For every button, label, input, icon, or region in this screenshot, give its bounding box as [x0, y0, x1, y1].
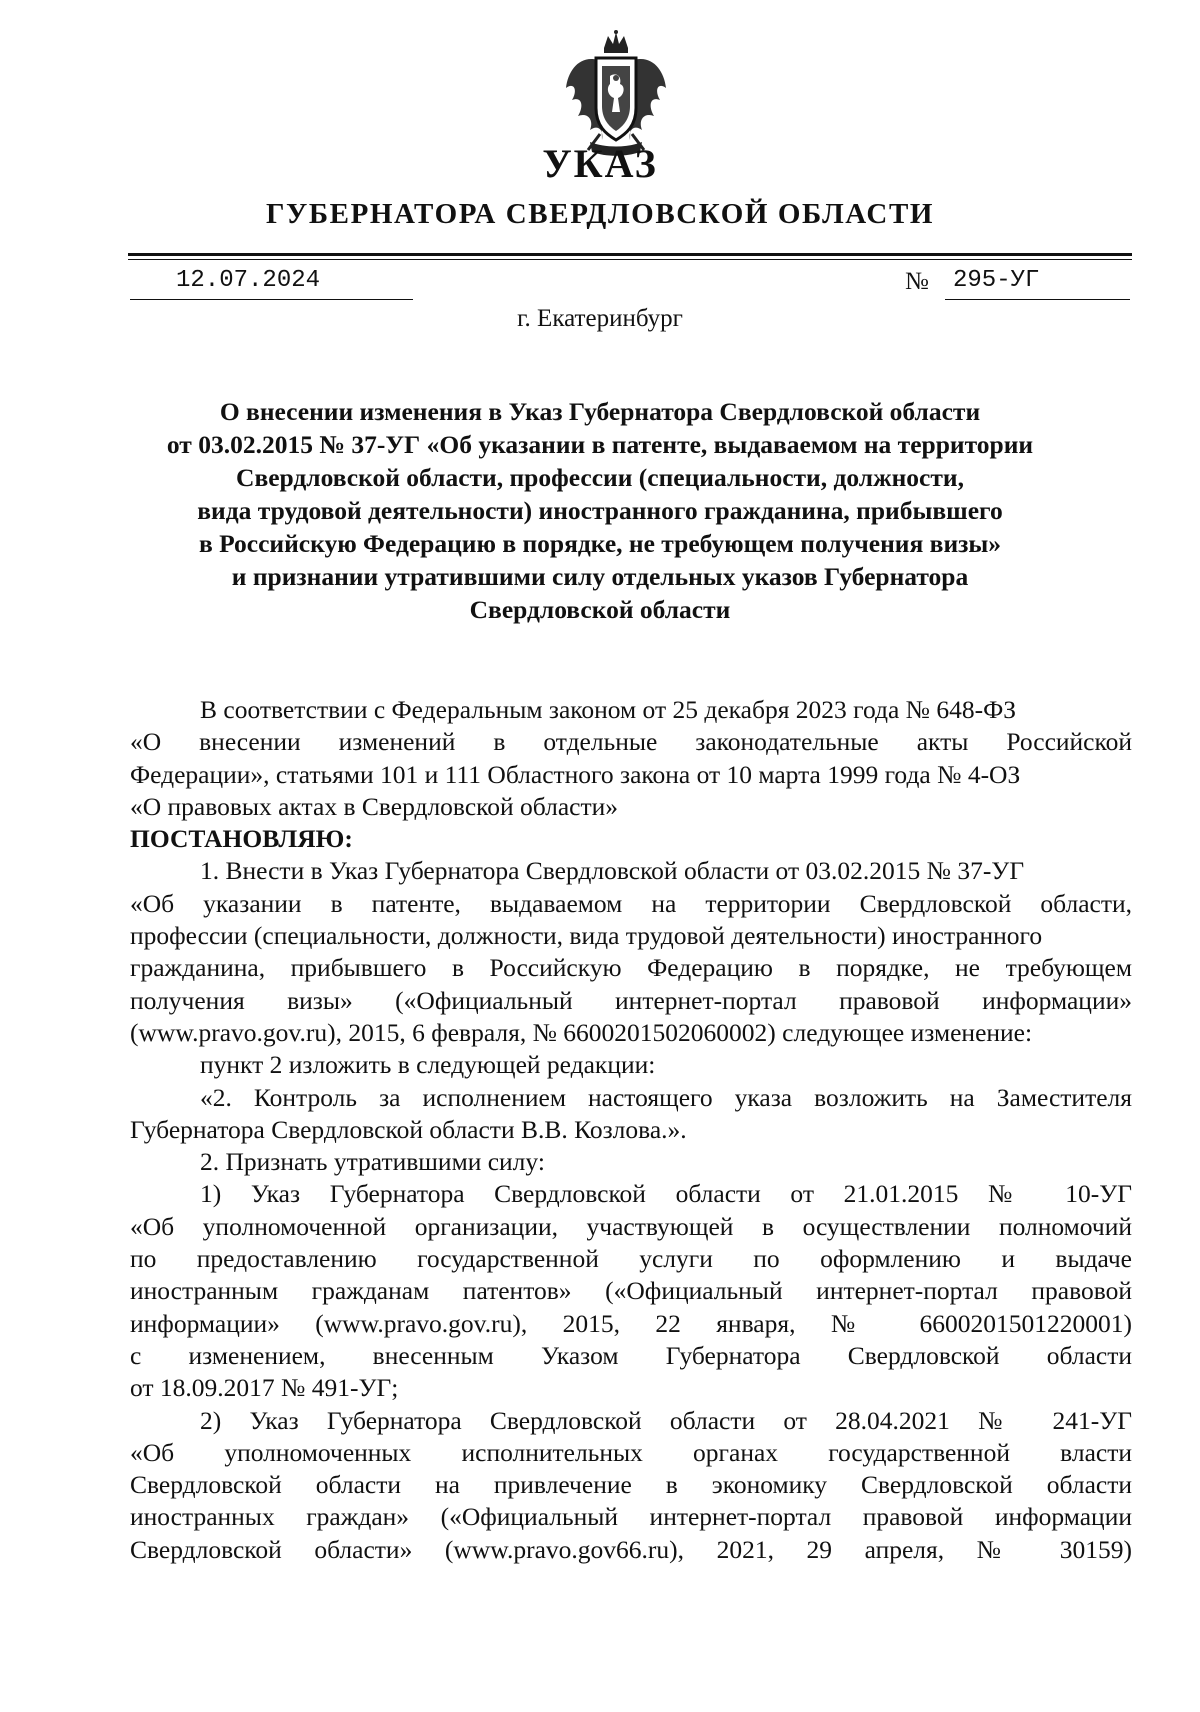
number-label: № — [905, 268, 929, 295]
heading-line: Свердловской области — [469, 595, 731, 624]
body-line: «Об указании в патенте, выдаваемом на территории Свердловской области, — [130, 888, 1132, 918]
heading-line: Свердловской области, профессии (специальности, должности, — [236, 463, 964, 492]
body-line: по предоставлению государственной услуги по оформлению и выдаче — [130, 1244, 1132, 1274]
document-number: 295-УГ — [945, 266, 1130, 300]
body-line: «О правовых актах в Свердловской области» — [130, 791, 618, 821]
body-line: гражданина, прибывшего в Российскую Федерацию в порядке, не требующем — [130, 953, 1132, 983]
body-line: Губернатора Свердловской области В.В. Козлова.». — [130, 1114, 687, 1144]
body-line: Свердловской области на привлечение в экономику Свердловской области — [130, 1470, 1132, 1500]
body-line: «2. Контроль за исполнением настоящего указа возложить на Заместителя — [200, 1082, 1132, 1112]
body-line: В соответствии с Федеральным законом от 25 декабря 2023 года № 648-ФЗ — [200, 695, 1017, 724]
body-line: «Об уполномоченных исполнительных органах государственной власти — [130, 1437, 1132, 1467]
heading-line: О внесении изменения в Указ Губернатора Свердловской области — [219, 397, 981, 426]
document-body — [130, 694, 1132, 1566]
body-line: информации» (www.pravo.gov.ru), 2015, 22 января, № 6600201501220001) — [130, 1308, 1132, 1338]
document-city: г. Екатеринбург — [517, 305, 683, 332]
body-line: 1) Указ Губернатора Свердловской области от 21.01.2015 № 10-УГ — [200, 1179, 1132, 1209]
body-line: «Об уполномоченной организации, участвующей в осуществлении полномочий — [130, 1211, 1132, 1241]
body-line: пункт 2 изложить в следующей редакции: — [200, 1050, 656, 1080]
body-line: от 18.09.2017 № 491-УГ; — [130, 1373, 399, 1403]
document-date: 12.07.2024 — [130, 266, 413, 300]
body-line: «О внесении изменений в отдельные законодательные акты Российской — [130, 727, 1132, 757]
body-line: 2. Признать утратившими силу: — [200, 1147, 545, 1177]
body-line: с изменением, внесенным Указом Губернатора Свердловской области — [130, 1340, 1132, 1370]
header-divider-thin — [128, 259, 1132, 260]
heading-line: и признании утратившими силу отдельных указов Губернатора — [231, 562, 969, 591]
body-line: 1. Внести в Указ Губернатора Свердловской области от 03.02.2015 № 37-УГ — [200, 856, 1025, 886]
decree-keyword: ПОСТАНОВЛЯЮ: — [130, 824, 353, 854]
body-line: Свердловской области» (www.pravo.gov66.ru), 2021, 29 апреля, № 30159) — [130, 1534, 1132, 1564]
body-line: профессии (специальности, должности, вида трудовой деятельности) иностранного — [130, 921, 1043, 951]
body-line: иностранным гражданам патентов» («Официальный интернет-портал правовой — [130, 1276, 1132, 1306]
body-line: иностранных граждан» («Официальный интернет-портал правовой информации — [130, 1502, 1132, 1532]
body-line: Федерации», статьями 101 и 111 Областного закона от 10 марта 1999 года № 4-ОЗ — [130, 759, 1021, 789]
body-line: (www.pravo.gov.ru), 2015, 6 февраля, № 6600201502060002) следующее изменение: — [130, 1017, 1033, 1047]
document-heading — [120, 395, 1080, 626]
body-line: 2) Указ Губернатора Свердловской области от 28.04.2021 № 241-УГ — [200, 1405, 1132, 1435]
heading-line: от 03.02.2015 № 37-УГ «Об указании в патенте, выдаваемом на территории — [166, 430, 1034, 459]
header-divider-thick — [128, 253, 1132, 256]
document-title: УКАЗ — [542, 141, 658, 186]
heading-line: вида трудовой деятельности) иностранного гражданина, прибывшего — [197, 496, 1003, 525]
document-subtitle: ГУБЕРНАТОРА СВЕРДЛОВСКОЙ ОБЛАСТИ — [265, 198, 935, 230]
body-line: получения визы» («Официальный интернет-портал правовой информации» — [130, 985, 1132, 1015]
heading-line: в Российскую Федерацию в порядке, не требующем получения визы» — [198, 529, 1002, 558]
